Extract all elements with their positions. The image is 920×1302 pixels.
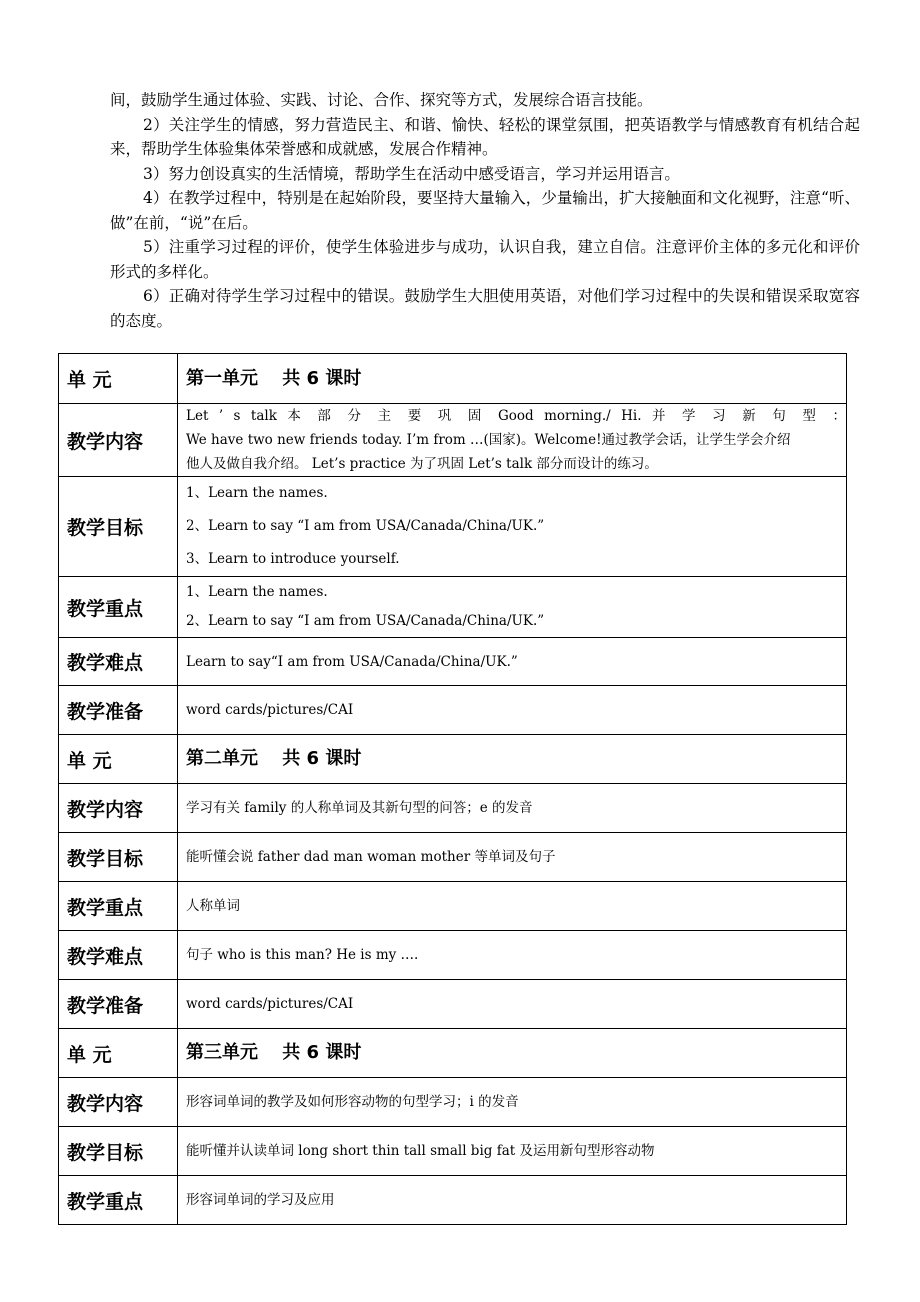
content-line: 他人及做自我介绍。 Let’s practice 为了巩固 Let’s talk 部分而设计的练习。	[186, 456, 658, 472]
intro-paragraph: 2）关注学生的情感，努力营造民主、和谐、愉快、轻松的课堂氛围，把英语教学与情感教育有机结合起来，帮助学生体验集体荣誉感和成就感，发展合作精神。	[110, 115, 860, 158]
difficulty-label: 教学难点	[59, 931, 178, 980]
unit-label: 单 元	[59, 1029, 178, 1078]
goal-row	[59, 477, 847, 577]
goal-line: 2、Learn to say “I am from USA/Canada/China/UK.”	[186, 518, 545, 534]
goal-row	[59, 1127, 847, 1176]
key-label: 教学重点	[59, 882, 178, 931]
intro-paragraph: 5）注重学习过程的评价，使学生体验进步与成功，认识自我，建立自信。注意评价主体的多元化和评价形式的多样化。	[110, 238, 860, 281]
goal-value	[178, 477, 847, 577]
key-line: 1、Learn the names.	[186, 584, 328, 600]
goal-label: 教学目标	[59, 1127, 178, 1176]
content-row	[59, 404, 847, 477]
goal-row	[59, 833, 847, 882]
unit-row	[59, 1029, 847, 1078]
unit-label: 单 元	[59, 735, 178, 784]
goal-label: 教学目标	[59, 477, 178, 577]
difficulty-label: 教学难点	[59, 638, 178, 686]
key-label: 教学重点	[59, 1176, 178, 1225]
prep-label: 教学准备	[59, 686, 178, 735]
content-label: 教学内容	[59, 1078, 178, 1127]
content-line: Let ’ s talk 本 部 分 主 要 巩 固 Good morning./ Hi. 并 学 习 新 句 型 ：	[186, 408, 846, 424]
key-row	[59, 1176, 847, 1225]
unit-row	[59, 735, 847, 784]
intro-paragraph: 3）努力创设真实的生活情境，帮助学生在活动中感受语言，学习并运用语言。	[143, 164, 680, 183]
unit-title: 第二单元 共 6 课时	[178, 735, 847, 784]
unit-label: 单 元	[59, 354, 178, 404]
content-value: 形容词单词的教学及如何形容动物的句型学习；i 的发音	[178, 1078, 847, 1127]
goal-value: 能听懂会说 father dad man woman mother 等单词及句子	[178, 833, 847, 882]
content-line: We have two new friends today. I’m from …(国家)。Welcome!通过教学会话，让学生学会介绍	[186, 432, 791, 448]
key-value: 形容词单词的学习及应用	[178, 1176, 847, 1225]
prep-label: 教学准备	[59, 980, 178, 1029]
prep-value: word cards/pictures/CAI	[178, 686, 847, 735]
goal-value: 能听懂并认读单词 long short thin tall small big fat 及运用新句型形容动物	[178, 1127, 847, 1176]
content-row	[59, 784, 847, 833]
key-value	[178, 577, 847, 638]
unit-row	[59, 354, 847, 404]
content-label: 教学内容	[59, 404, 178, 477]
key-label: 教学重点	[59, 577, 178, 638]
goal-label: 教学目标	[59, 833, 178, 882]
key-row	[59, 577, 847, 638]
prep-row	[59, 686, 847, 735]
difficulty-value: 句子 who is this man? He is my ….	[178, 931, 847, 980]
goal-line: 3、Learn to introduce yourself.	[186, 551, 400, 567]
goal-line: 1、Learn the names.	[186, 485, 328, 501]
key-line: 2、Learn to say “I am from USA/Canada/China/UK.”	[186, 613, 545, 629]
content-label: 教学内容	[59, 784, 178, 833]
difficulty-row	[59, 638, 847, 686]
content-value	[178, 404, 847, 477]
content-value: 学习有关 family 的人称单词及其新句型的问答；e 的发音	[178, 784, 847, 833]
content-row	[59, 1078, 847, 1127]
prep-row	[59, 980, 847, 1029]
intro-paragraph: 间，鼓励学生通过体验、实践、讨论、合作、探究等方式，发展综合语言技能。	[110, 91, 653, 109]
prep-value: word cards/pictures/CAI	[178, 980, 847, 1029]
key-value: 人称单词	[178, 882, 847, 931]
unit-title: 第一单元 共 6 课时	[178, 354, 847, 404]
intro-text	[110, 88, 860, 333]
difficulty-value: Learn to say“I am from USA/Canada/China/UK.”	[178, 638, 847, 686]
unit-title: 第三单元 共 6 课时	[178, 1029, 847, 1078]
key-row	[59, 882, 847, 931]
intro-paragraph: 4）在教学过程中，特别是在起始阶段，要坚持大量输入，少量输出，扩大接触面和文化视野，注意“听、做”在前，“说”在后。	[110, 189, 860, 232]
difficulty-row	[59, 931, 847, 980]
intro-paragraph: 6）正确对待学生学习过程中的错误。鼓励学生大胆使用英语，对他们学习过程中的失误和错误采取宽容的态度。	[110, 287, 860, 330]
lesson-plan-table	[58, 353, 847, 1225]
